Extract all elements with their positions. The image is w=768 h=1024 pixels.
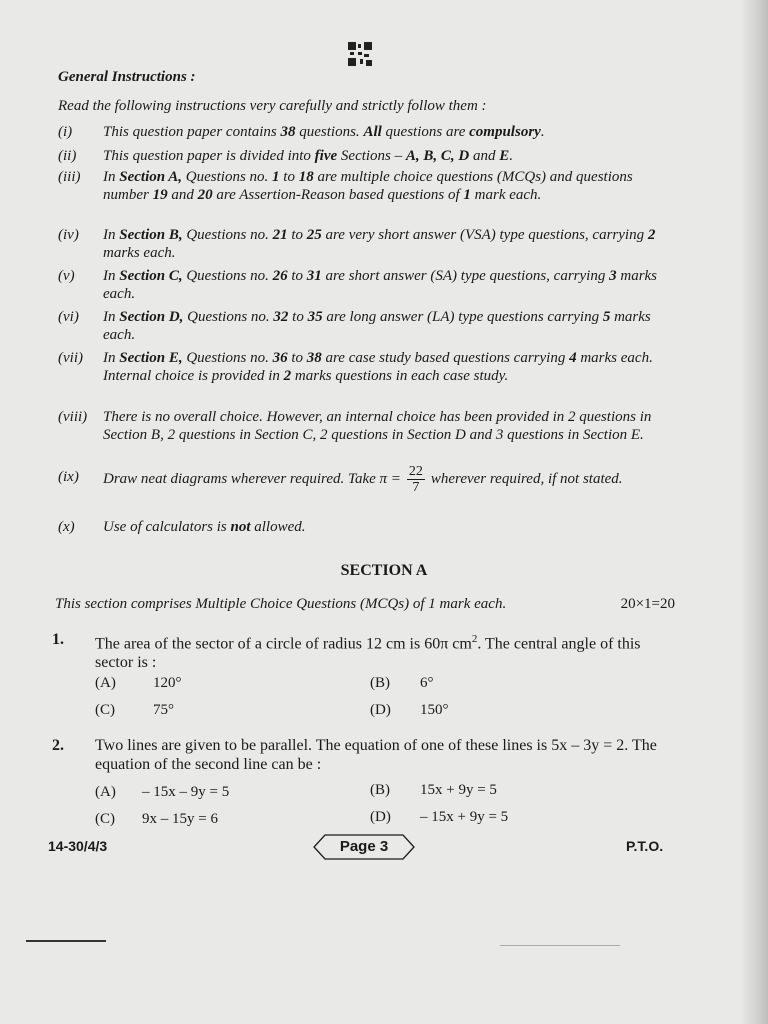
- qr-code-icon: [348, 42, 372, 66]
- emphasis-text: not: [230, 519, 251, 535]
- instruction-number: (x): [58, 519, 75, 535]
- emphasis-text: E: [499, 148, 510, 164]
- instruction-fragment: are very short answer (VSA) type questions, carrying: [321, 227, 648, 243]
- instruction-fragment: marks each.: [103, 309, 651, 343]
- instruction-item: [58, 226, 678, 262]
- instruction-number: (ix): [58, 469, 79, 485]
- instruction-text: [103, 267, 678, 303]
- instruction-text: [103, 464, 678, 495]
- instruction-fragment: are case study based questions carrying: [321, 350, 570, 366]
- instruction-fragment: marks each.: [103, 245, 176, 261]
- instruction-text: [103, 123, 678, 141]
- instruction-fragment: This question paper contains: [103, 124, 281, 140]
- question-1: [52, 630, 677, 672]
- instruction-number: (v): [58, 268, 75, 284]
- instruction-number: (i): [58, 124, 73, 140]
- instruction-fragment: In: [103, 227, 120, 243]
- instruction-text-after: wherever required, if not stated.: [430, 470, 623, 487]
- instruction-fragment: questions are: [381, 124, 470, 140]
- option-value: – 15x – 9y = 5: [142, 784, 230, 800]
- option-value: 6°: [420, 675, 434, 691]
- question-text-part: The area of the sector of a circle of radius 12 cm is 60π cm: [95, 635, 472, 653]
- instruction-text: [103, 147, 678, 165]
- option-label: (B): [370, 675, 390, 691]
- instruction-number: (ii): [58, 148, 77, 164]
- emphasis-text: Section C,: [119, 268, 183, 284]
- emphasis-text: 2: [283, 368, 292, 384]
- instruction-fragment: .: [540, 124, 545, 140]
- emphasis-text: 5: [602, 309, 611, 325]
- section-title: SECTION A: [340, 562, 428, 579]
- instruction-text: [103, 168, 678, 204]
- instruction-fragment: and: [167, 187, 198, 203]
- emphasis-text: 3: [609, 268, 617, 284]
- emphasis-text: compulsory: [469, 124, 541, 140]
- instruction-fragment: allowed.: [250, 519, 306, 535]
- instruction-fragment: Questions no.: [182, 350, 273, 366]
- page-edge-shadow: [740, 0, 768, 1024]
- emphasis-text: 20: [197, 187, 213, 203]
- option-b[interactable]: [370, 675, 434, 692]
- option-label: (C): [95, 811, 115, 827]
- option-value: – 15x + 9y = 5: [420, 809, 509, 825]
- instruction-text: [103, 518, 678, 536]
- section-description: [55, 596, 675, 613]
- emphasis-text: Section D,: [119, 309, 184, 325]
- emphasis-text: 36: [272, 350, 288, 366]
- instruction-fragment: Use of calculators is: [103, 519, 231, 535]
- instruction-fragment: In: [103, 268, 120, 284]
- instructions-heading: General Instructions :: [58, 69, 196, 85]
- emphasis-text: 35: [307, 309, 323, 325]
- instruction-fragment: Questions no.: [182, 268, 273, 284]
- instruction-item-pi: [58, 464, 678, 495]
- instruction-fragment: marks questions in each case study.: [291, 368, 509, 384]
- option-label: (D): [370, 809, 391, 825]
- instruction-text: [103, 408, 678, 444]
- option-c[interactable]: [95, 702, 174, 719]
- emphasis-text: 19: [152, 187, 168, 203]
- instruction-fragment: to: [288, 309, 308, 325]
- please-turn-over: P.T.O.: [626, 838, 664, 854]
- paper-code: 14-30/4/3: [48, 838, 108, 854]
- instruction-number: (viii): [58, 409, 88, 425]
- instruction-item: [58, 123, 678, 141]
- instruction-fragment: Questions no.: [183, 309, 274, 325]
- section-description-text: This section comprises Multiple Choice Questions (MCQs) of 1 mark each.: [55, 596, 507, 612]
- question-text: Two lines are given to be parallel. The equation of one of these lines is 5x – 3y = 2. The equation of the second line can be :: [95, 737, 657, 773]
- fraction-denominator: 7: [412, 480, 420, 495]
- instruction-fragment: In: [103, 169, 120, 185]
- instruction-fragment: marks each. Internal choice is provided in: [103, 350, 653, 384]
- instruction-fragment: There is no overall choice. However, an internal choice has been provided in 2 questions in Section B, 2 questions in Section C, 2 questions in Section D and 3 questions in Section E.: [103, 409, 652, 443]
- instruction-number: (iv): [58, 227, 79, 243]
- option-label: (D): [370, 702, 391, 718]
- instruction-fragment: Questions no.: [182, 169, 273, 185]
- instruction-fragment: marks each.: [103, 268, 658, 302]
- option-label: (B): [370, 782, 390, 798]
- option-value: 15x + 9y = 5: [420, 782, 497, 798]
- option-d[interactable]: [370, 702, 449, 719]
- emphasis-text: 1: [272, 169, 280, 185]
- question-number: 2.: [52, 737, 64, 754]
- instruction-fragment: In: [103, 350, 120, 366]
- emphasis-text: 38: [306, 350, 322, 366]
- emphasis-text: 2: [647, 227, 656, 243]
- emphasis-text: 38: [280, 124, 296, 140]
- question-number: 1.: [52, 631, 64, 648]
- option-label: (A): [95, 675, 116, 691]
- instruction-text: [103, 226, 678, 262]
- instruction-fragment: are long answer (LA) type questions carrying: [322, 309, 603, 325]
- option-value: 150°: [420, 702, 449, 718]
- option-d[interactable]: [370, 809, 508, 826]
- pi-fraction: [407, 464, 425, 495]
- fraction-numerator: 22: [408, 464, 423, 479]
- instruction-item: [58, 518, 678, 536]
- instruction-item: [58, 267, 678, 303]
- scan-artifact: [26, 940, 106, 942]
- instruction-item: [58, 168, 678, 204]
- emphasis-text: All: [363, 124, 382, 140]
- instruction-fragment: .: [509, 148, 514, 164]
- instruction-item: [58, 349, 678, 385]
- instruction-fragment: mark each.: [470, 187, 542, 203]
- instruction-fragment: to: [287, 268, 307, 284]
- instruction-fragment: are short answer (SA) type questions, carrying: [321, 268, 610, 284]
- page-number-badge: [313, 834, 415, 860]
- question-text-part: . The central angle of this sector is :: [95, 635, 641, 672]
- instruction-fragment: Questions no.: [182, 227, 273, 243]
- section-marks: 20×1=20: [620, 596, 675, 612]
- emphasis-text: Section E,: [119, 350, 183, 366]
- instruction-number: (vii): [58, 350, 83, 366]
- option-b[interactable]: [370, 782, 497, 799]
- instruction-fragment: Sections –: [337, 148, 406, 164]
- instruction-item: [58, 408, 678, 444]
- emphasis-text: Section A,: [119, 169, 183, 185]
- instruction-text-before: Draw neat diagrams wherever required. Take π =: [103, 470, 401, 487]
- instruction-fragment: are Assertion-Reason based questions of: [212, 187, 464, 203]
- option-a[interactable]: [95, 675, 182, 692]
- instruction-text: [103, 349, 678, 385]
- instruction-number: (iii): [58, 169, 81, 185]
- option-value: 9x – 15y = 6: [142, 811, 218, 827]
- emphasis-text: Section B,: [119, 227, 183, 243]
- instruction-fragment: This question paper is divided into: [103, 148, 315, 164]
- instruction-fragment: to: [287, 350, 307, 366]
- option-label: (C): [95, 702, 115, 718]
- emphasis-text: 1: [463, 187, 471, 203]
- emphasis-text: 4: [569, 350, 577, 366]
- option-value: 75°: [153, 702, 174, 718]
- emphasis-text: five: [314, 148, 338, 164]
- instructions-intro: Read the following instructions very carefully and strictly follow them :: [58, 98, 487, 114]
- question-text: [95, 630, 677, 672]
- question-superscript: 2: [471, 633, 478, 645]
- emphasis-text: 32: [273, 309, 289, 325]
- emphasis-text: 18: [298, 169, 314, 185]
- scan-artifact: [500, 945, 620, 946]
- option-label: (A): [95, 784, 116, 800]
- option-c[interactable]: [95, 811, 218, 828]
- emphasis-text: 21: [272, 227, 288, 243]
- page-number: Page 3: [339, 838, 389, 855]
- question-2: [52, 736, 677, 774]
- instruction-number: (vi): [58, 309, 79, 325]
- emphasis-text: 26: [272, 268, 288, 284]
- instruction-fragment: questions.: [295, 124, 364, 140]
- option-a[interactable]: [95, 784, 229, 801]
- instruction-fragment: to: [279, 169, 299, 185]
- instruction-item: [58, 308, 678, 344]
- instruction-text: [103, 308, 678, 344]
- emphasis-text: 31: [306, 268, 322, 284]
- emphasis-text: 25: [306, 227, 322, 243]
- emphasis-text: A, B, C, D: [405, 148, 470, 164]
- instruction-item: [58, 147, 678, 165]
- option-value: 120°: [153, 675, 182, 691]
- instruction-fragment: to: [287, 227, 307, 243]
- instruction-fragment: In: [103, 309, 120, 325]
- instruction-fragment: are multiple choice questions (MCQs) and questions number: [103, 169, 633, 203]
- instruction-fragment: and: [469, 148, 500, 164]
